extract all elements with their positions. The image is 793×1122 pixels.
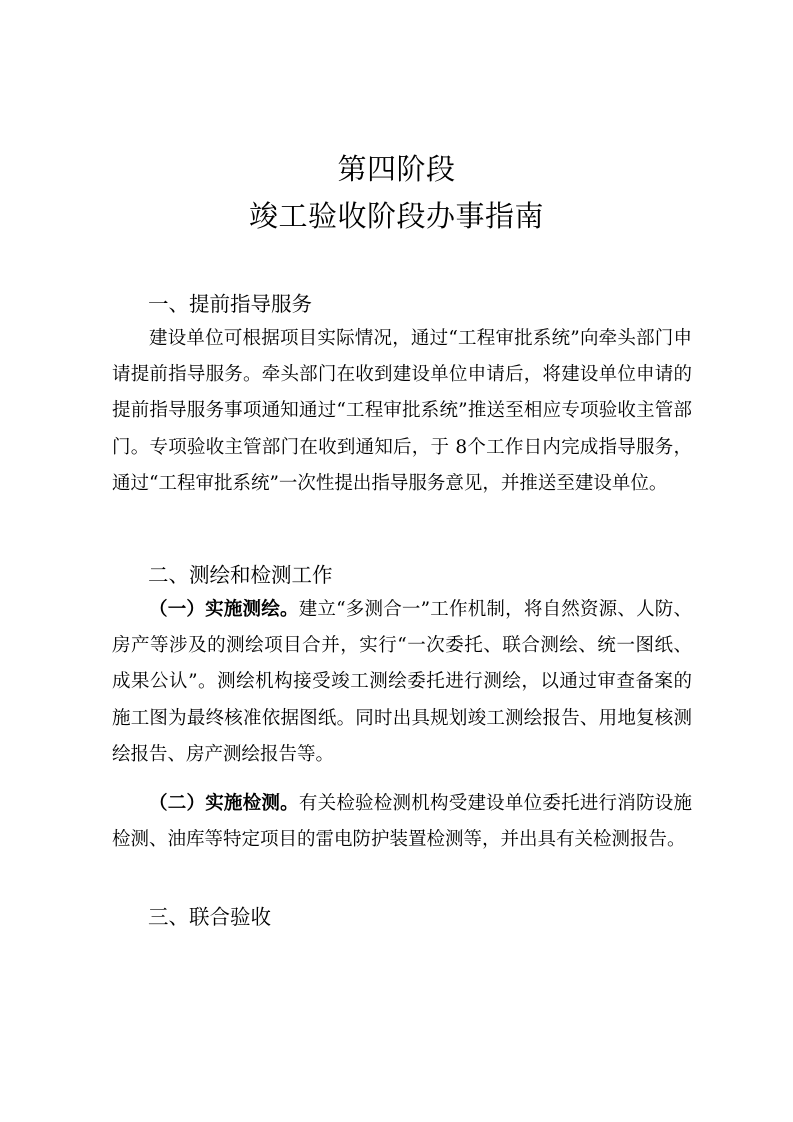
page-title-stage: 第四阶段: [337, 152, 456, 186]
paragraph-testing: [112, 786, 692, 858]
page-title-guide: 竣工验收阶段办事指南: [248, 199, 544, 233]
section-heading-joint-acceptance: 三、联合验收: [148, 905, 271, 929]
paragraph-surveying-text: 建立“多测合一”工作机制，将自然资源、人防、房产等涉及的测绘项目合并，实行“一次委托、联合测绘、统一图纸、成果公认”。测绘机构接受竣工测绘委托进行测绘，以通过审查备案的施工图为最终核准依据图纸。同时出具规划竣工测绘报告、用地复核测绘报告、房产测绘报告等。: [112, 599, 692, 765]
paragraph-surveying-label: （一）实施测绘。: [149, 599, 299, 620]
section-heading-advance-guidance: 一、提前指导服务: [148, 292, 312, 316]
section-heading-survey-testing: 二、测绘和检测工作: [148, 563, 333, 587]
paragraph-testing-text: 有关检验检测机构受建设单位委托进行消防设施检测、油库等特定项目的雷电防护装置检测等，并出具有关检测报告。: [112, 793, 692, 851]
paragraph-advance-guidance: 建设单位可根据项目实际情况，通过“工程审批系统”向牵头部门申请提前指导服务。牵头部门在收到建设单位申请后，将建设单位申请的提前指导服务事项通知通过“工程审批系统”推送至相应专项验收主管部门。专项验收主管部门在收到通知后，于 8个工作日内完成指导服务，通过“工程审批系统”一次性提出指导服务意见，并推送至建设单位。: [112, 328, 692, 494]
paragraph-testing-label: （二）实施检测。: [149, 793, 299, 814]
paragraph-surveying: [112, 592, 692, 773]
